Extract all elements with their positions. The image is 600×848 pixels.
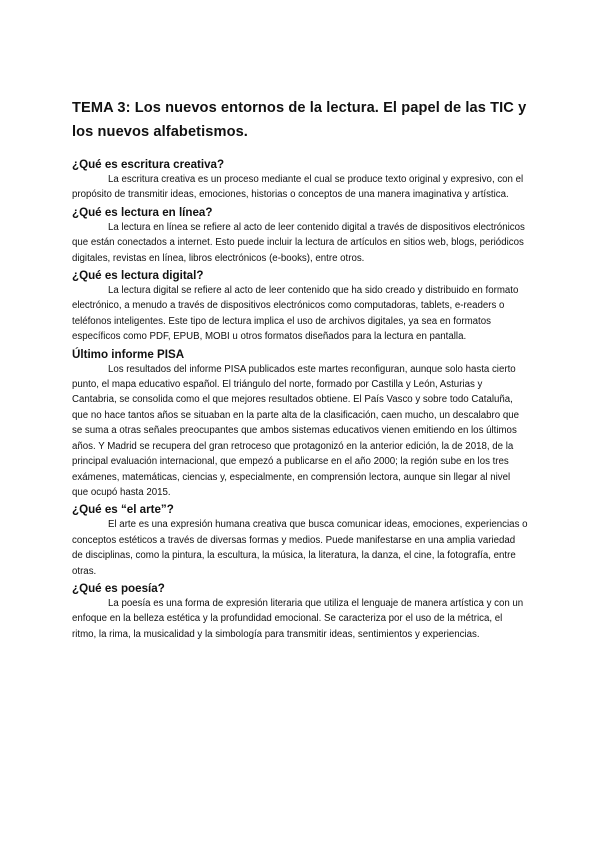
section-heading: ¿Qué es lectura digital?	[72, 269, 204, 283]
section-paragraph: La escritura creativa es un proceso mediante el cual se produce texto original y expresivo, con el propósito de transmitir ideas, emociones, historias o conceptos de una manera imaginativa y artística.	[72, 174, 524, 201]
section-paragraph: La lectura digital se refiere al acto de leer contenido que ha sido creado y distribuido en formato electrónico, a menudo a través de dispositivos electrónicos como computadoras, tablets, e-readers o teléfonos inteligentes. Este tipo de lectura implica el uso de archivos digitales, ya sea en formatos específicos como PDF, EPUB, MOBI u otros formatos diseñados para la lectura en pantalla.	[72, 285, 519, 343]
section-heading: ¿Qué es escritura creativa?	[72, 158, 225, 171]
section-paragraph: La poesía es una forma de expresión literaria que utiliza el lenguaje de manera artística y con un enfoque en la belleza estética y la profundidad emocional. Se caracteriza por el uso de la métrica, el ritmo, la rima, la musicalidad y la simbología para transmitir ideas, sentimientos y experiencias.	[72, 597, 524, 640]
section-lectura-digital	[72, 268, 528, 345]
section-heading: ¿Qué es lectura en línea?	[72, 205, 213, 219]
document-title: TEMA 3: Los nuevos entornos de la lectura. El papel de las TIC y los nuevos alfabetismos.	[72, 100, 527, 140]
section-paragraph: Los resultados del informe PISA publicados este martes reconfiguran, aunque solo hasta cierto punto, el mapa educativo español. El triángulo del norte, formado por Castilla y León, Asturias y Cantabria, se consolida como el que mejores resultados obtiene. El País Vasco y sobre todo Cataluña, que no hace tantos años se situaban en la parte alta de la clasificación, caen mucho, un descalabro que se suma a otras señales preocupantes que ambos sistemas educativos vienen emitiendo en los últimos años. Y Madrid se recupera del gran retroceso que protagonizó en la anterior edición, la de 2018, de la principal evaluación internacional, que empezó a publicarse en el año 2000; la región sube en los tres exámenes, matemáticas, ciencias y, especialmente, en comprensión lectora, aunque sin llegar al nivel que ocupó hasta 2015.	[72, 363, 520, 498]
section-poesia	[72, 581, 528, 642]
section-heading: Último informe PISA	[72, 347, 185, 361]
section-informe-pisa	[72, 347, 528, 501]
section-paragraph: El arte es una expresión humana creativa que busca comunicar ideas, emociones, experiencias o conceptos estéticos a través de diversas formas y medios. Puede manifestarse en una amplia variedad de disciplinas, como la pintura, la escultura, la música, la literatura, la danza, el cine, la fotografía, entre otras.	[72, 519, 528, 577]
section-heading: ¿Qué es poesía?	[72, 581, 165, 595]
section-heading: ¿Qué es “el arte”?	[72, 503, 174, 517]
section-paragraph: La lectura en línea se refiere al acto de leer contenido digital a través de dispositivos electrónicos que están conectados a internet. Esto puede incluir la lectura de artículos en sitios web, blogs, periódicos digitales, revistas en línea, libros electrónicos (e-books), entre otros.	[72, 221, 525, 264]
section-lectura-en-linea	[72, 205, 528, 266]
document-page	[72, 96, 528, 644]
section-escritura-creativa	[72, 157, 528, 203]
section-el-arte	[72, 502, 528, 579]
